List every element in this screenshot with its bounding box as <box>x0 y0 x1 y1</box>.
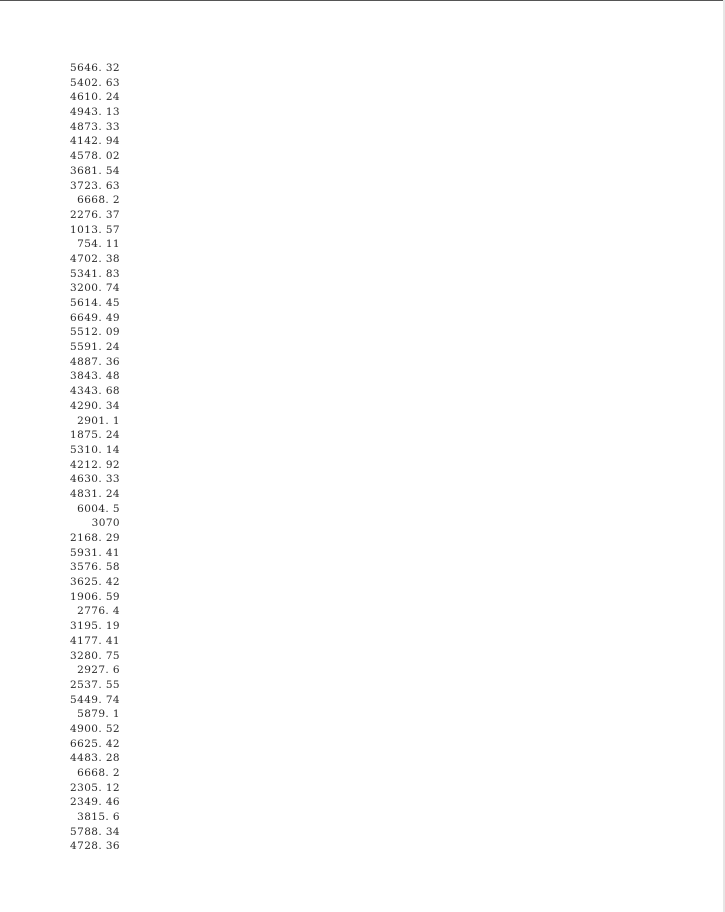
number-row: 3280. 75 <box>70 649 120 662</box>
number-row: 3625. 42 <box>70 576 120 589</box>
number-row: 2537. 55 <box>70 678 120 691</box>
number-row: 5646. 32 <box>70 62 120 74</box>
number-row: 6668. 2 <box>77 767 120 779</box>
page-top-border <box>0 0 725 1</box>
number-row: 2349. 46 <box>70 796 120 809</box>
number-row: 5402. 63 <box>70 76 120 89</box>
number-row: 4343. 68 <box>70 385 120 398</box>
number-row: 2168. 29 <box>70 532 120 544</box>
number-row: 4887. 36 <box>70 355 120 368</box>
number-row: 5449. 74 <box>70 693 120 706</box>
number-row: 3200. 74 <box>70 282 120 295</box>
number-row: 5614. 45 <box>70 297 120 309</box>
number-row: 1875. 24 <box>70 429 120 442</box>
number-row: 4578. 02 <box>70 150 120 163</box>
number-row: 6649. 49 <box>70 311 120 324</box>
number-row: 3681. 54 <box>70 164 120 177</box>
number-row: 1906. 59 <box>70 590 120 603</box>
number-row: 5310. 14 <box>70 443 120 456</box>
number-row: 5591. 24 <box>70 341 120 354</box>
number-row: 4943. 13 <box>70 106 120 119</box>
number-row: 2305. 12 <box>70 781 120 794</box>
number-row: 2927. 6 <box>77 664 120 677</box>
number-row: 4728. 36 <box>70 840 120 853</box>
number-row: 4900. 52 <box>70 722 120 735</box>
number-row: 2276. 37 <box>70 208 120 221</box>
number-row: 3576. 58 <box>70 561 120 574</box>
number-row: 4873. 33 <box>70 120 120 133</box>
number-row: 6004. 5 <box>77 502 120 515</box>
number-row: 5341. 83 <box>70 267 120 280</box>
number-row: 3070 <box>91 517 120 530</box>
number-row: 4483. 28 <box>70 752 120 765</box>
number-row: 4212. 92 <box>70 458 120 471</box>
number-row: 5512. 09 <box>70 326 120 339</box>
number-row: 2901. 1 <box>77 414 120 427</box>
number-row: 4831. 24 <box>70 487 120 500</box>
number-row: 4290. 34 <box>70 399 120 412</box>
number-row: 3195. 19 <box>70 620 120 633</box>
number-row: 3723. 63 <box>70 179 120 192</box>
number-row: 4702. 38 <box>70 252 120 265</box>
number-column <box>60 61 120 854</box>
number-row: 754. 11 <box>77 238 120 251</box>
number-row: 1013. 57 <box>70 223 120 236</box>
number-row: 5788. 34 <box>70 825 120 838</box>
number-row: 4610. 24 <box>70 91 120 104</box>
number-row: 4630. 33 <box>70 473 120 486</box>
number-row: 4177. 41 <box>70 634 120 647</box>
number-row: 6625. 42 <box>70 737 120 750</box>
number-row: 3843. 48 <box>70 370 120 383</box>
number-row: 4142. 94 <box>70 135 120 148</box>
number-row: 2776. 4 <box>77 605 120 618</box>
number-row: 5879. 1 <box>77 708 120 721</box>
number-row: 5931. 41 <box>70 546 120 559</box>
number-row: 3815. 6 <box>77 811 120 824</box>
number-row: 6668. 2 <box>77 194 120 207</box>
